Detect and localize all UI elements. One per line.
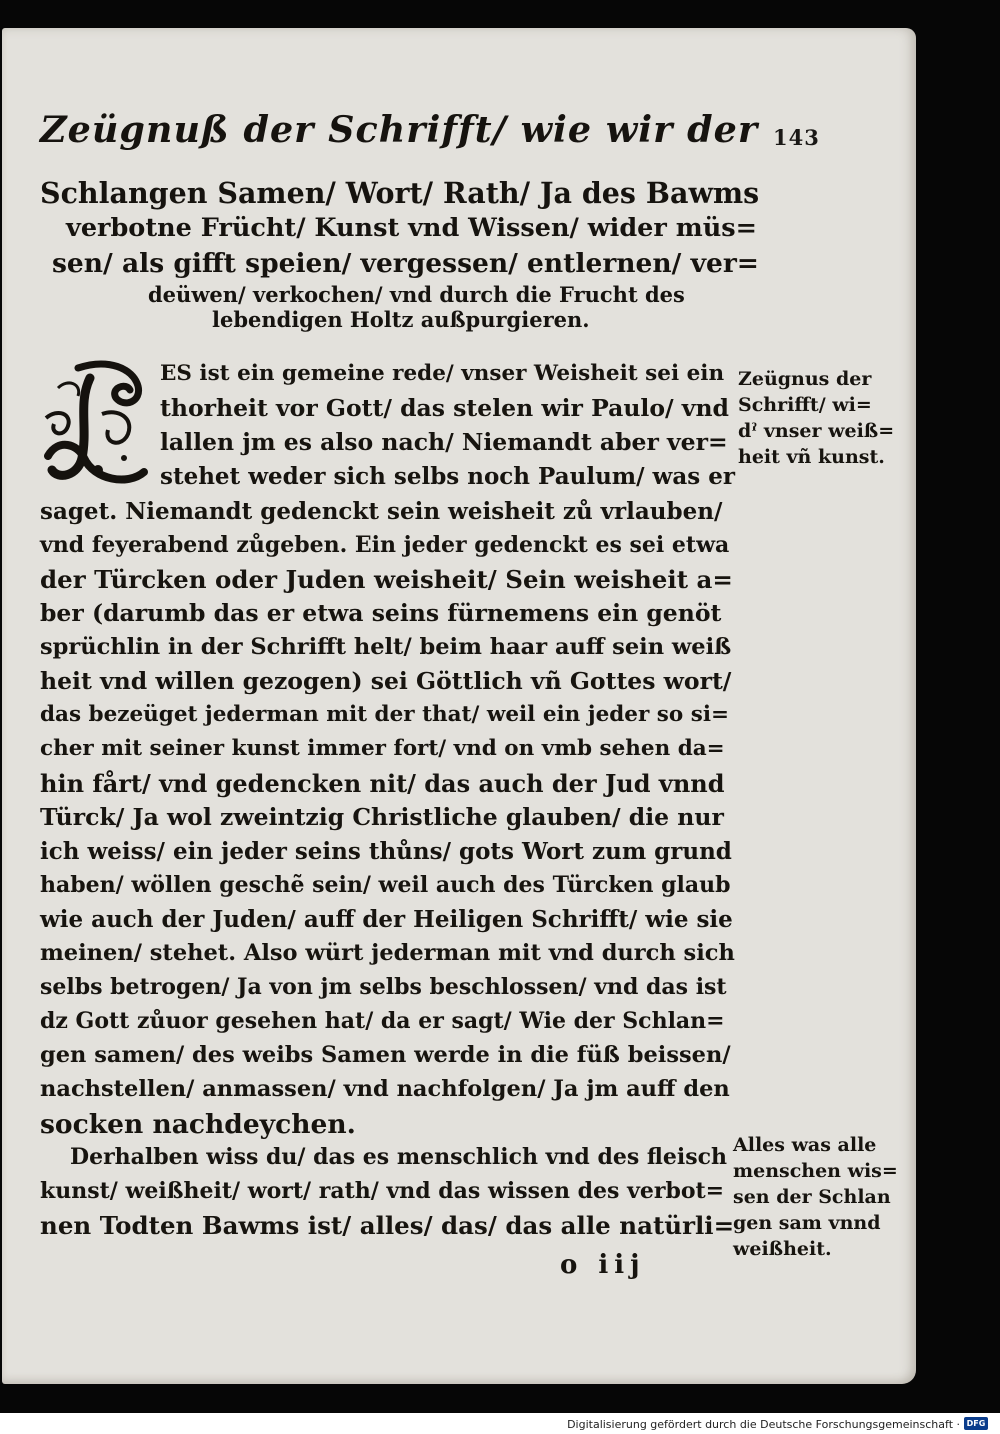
body-line-9: sprüchlin in der Schrifft helt/ beim haar auff sein weiß <box>40 634 732 660</box>
dfg-logo: DFG <box>964 1417 988 1430</box>
heading-line-4: sen/ als gifft speien/ vergessen/ entlernen/ ver= <box>52 248 760 279</box>
margin-note-2-line-1: Alles was alle <box>733 1134 877 1156</box>
body-line-20: dz Gott zůuor gesehen hat/ da er sagt/ Wie der Schlan= <box>40 1008 725 1034</box>
margin-note-1-line-4: heit vñ kunst. <box>738 446 885 468</box>
body-line-19: selbs betrogen/ Ja von jm selbs beschlossen/ vnd das ist <box>40 974 727 1000</box>
body-line-16: haben/ wöllen geschẽ sein/ weil auch des Türcken glaub <box>40 872 731 898</box>
heading-line-1: Zeügnuß der Schrifft/ wie wir der <box>40 108 759 151</box>
body-line-11: das bezeüget jederman mit der that/ weil ein jeder so si= <box>40 702 729 727</box>
margin-note-2-line-2: menschen wis= <box>733 1160 898 1182</box>
decorated-initial <box>38 358 150 490</box>
body-line-5: saget. Niemandt gedenckt sein weisheit zů vrlauben/ <box>40 498 723 525</box>
body-line-17: wie auch der Juden/ auff der Heiligen Schrifft/ wie sie <box>40 906 733 933</box>
body-line-24: Derhalben wiss du/ das es menschlich vnd des fleisch <box>70 1144 728 1170</box>
body-line-2: thorheit vor Gott/ das stelen wir Paulo/ vnd <box>160 394 729 422</box>
body-line-6: vnd feyerabend zůgeben. Ein jeder gedenckt es sei etwa <box>40 532 730 558</box>
margin-note-1-line-1: Zeügnus der <box>738 368 872 390</box>
margin-note-2-line-5: weißheit. <box>733 1238 832 1260</box>
margin-note-1-line-3: dˀ vnser weiß= <box>738 420 895 442</box>
body-line-3: lallen jm es also nach/ Niemandt aber ver= <box>160 428 728 456</box>
heading-line-5: deüwen/ verkochen/ vnd durch die Frucht des <box>148 282 685 307</box>
body-line-25: kunst/ weißheit/ wort/ rath/ vnd das wissen des verbot= <box>40 1178 725 1204</box>
footer-credit: Digitalisierung gefördert durch die Deutsche Forschungsgemeinschaft · <box>567 1418 960 1431</box>
body-line-22: nachstellen/ anmassen/ vnd nachfolgen/ Ja jm auff den <box>40 1076 730 1102</box>
body-line-1: ES ist ein gemeine rede/ vnser Weisheit sei ein <box>160 361 725 386</box>
body-line-13: hin fårt/ vnd gedencken nit/ das auch der Jud vnnd <box>40 769 725 798</box>
body-line-23: socken nachdeychen. <box>40 1109 356 1140</box>
body-line-18: meinen/ stehet. Also würt jederman mit vnd durch sich <box>40 940 735 966</box>
signature-mark: o iij <box>560 1250 646 1280</box>
body-line-7: der Türcken oder Juden weisheit/ Sein weisheit a= <box>40 565 733 594</box>
body-line-8: ber (darumb das er etwa seins fürnemens ein genöt <box>40 599 722 627</box>
margin-note-1-line-2: Schrifft/ wi= <box>738 394 872 416</box>
body-line-12: cher mit seiner kunst immer fort/ vnd on vmb sehen da= <box>40 736 725 761</box>
body-line-26: nen Todten Bawms ist/ alles/ das/ das alle natürli= <box>40 1211 735 1240</box>
margin-note-2-line-3: sen der Schlan <box>733 1186 891 1208</box>
body-line-10: heit vnd willen gezogen) sei Göttlich vñ Gottes wort/ <box>40 667 732 695</box>
page-number: 143 <box>773 125 820 150</box>
body-line-14: Türck/ Ja wol zweintzig Christliche glauben/ die nur <box>40 803 724 831</box>
heading-line-2: Schlangen Samen/ Wort/ Rath/ Ja des Bawms <box>40 176 760 210</box>
body-line-21: gen samen/ des weibs Samen werde in die füß beissen/ <box>40 1042 731 1068</box>
margin-note-2-line-4: gen sam vnnd <box>733 1212 881 1234</box>
body-line-15: ich weiss/ ein jeder seins thůns/ gots Wort zum grund <box>40 838 732 865</box>
heading-line-3: verbotne Frücht/ Kunst vnd Wissen/ wider müs= <box>66 213 757 243</box>
body-line-4: stehet weder sich selbs noch Paulum/ was er <box>160 463 735 490</box>
heading-line-6: lebendigen Holtz außpurgieren. <box>212 307 590 332</box>
